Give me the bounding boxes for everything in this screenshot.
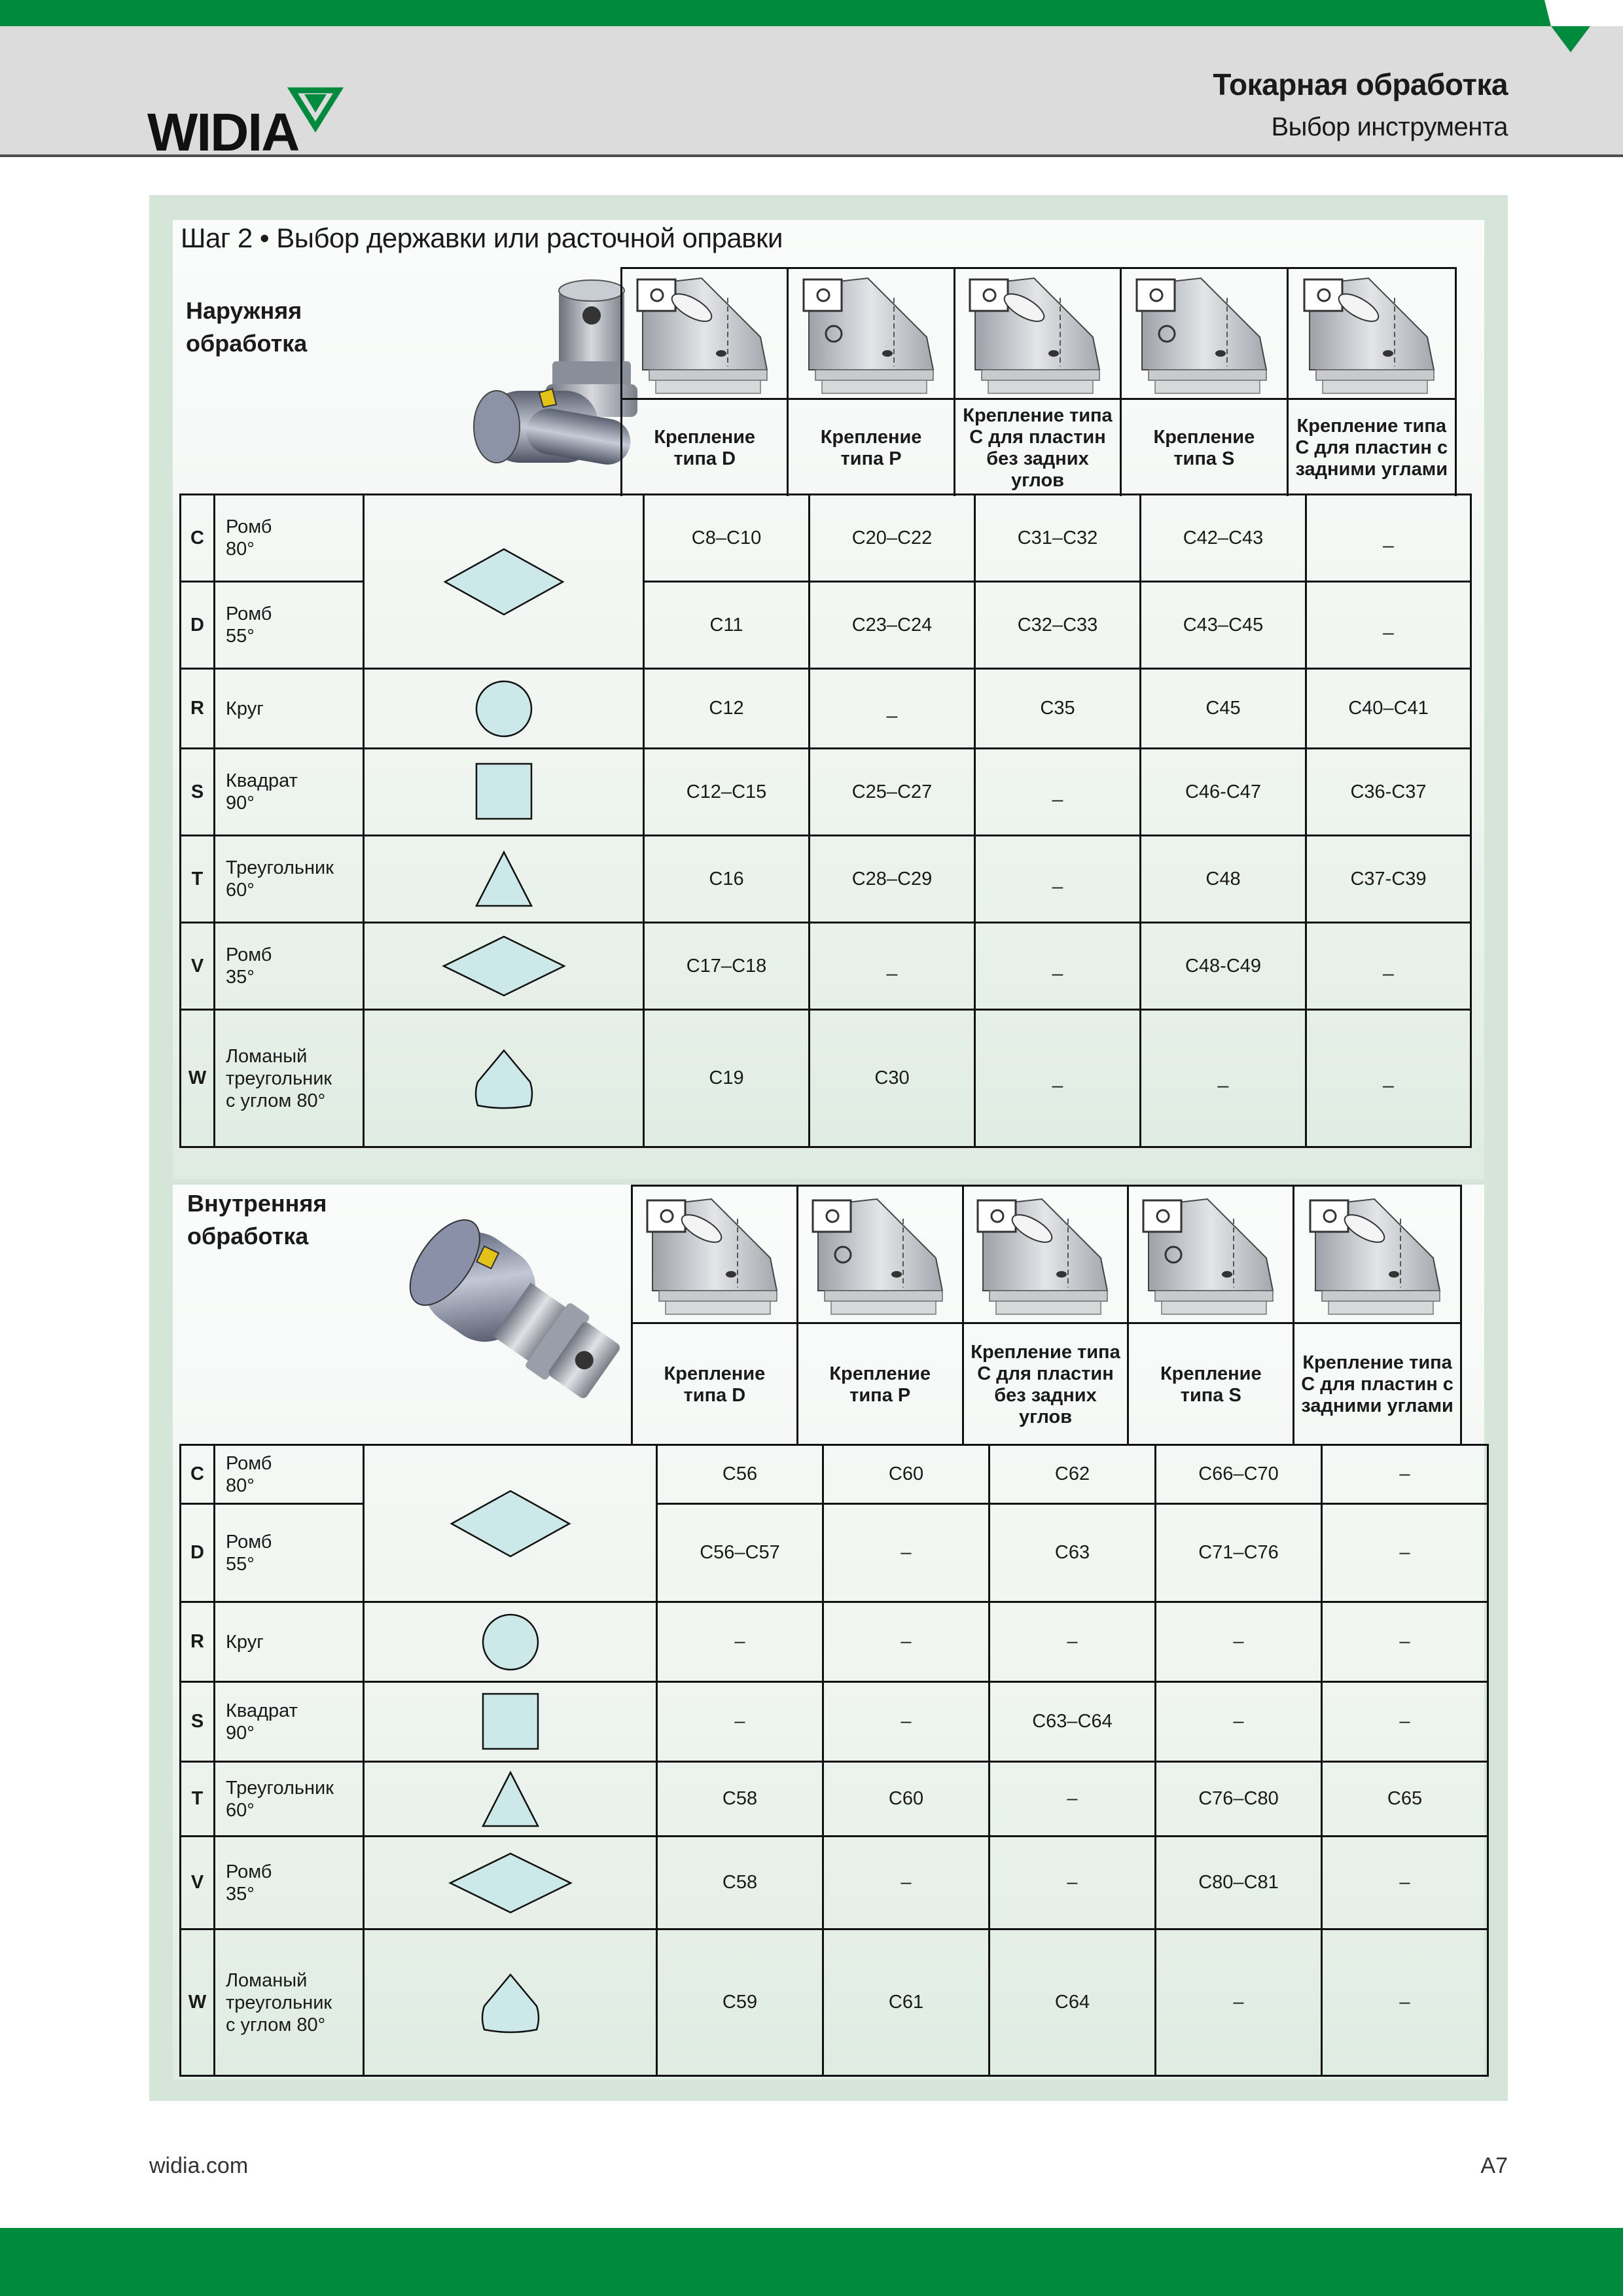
page-ref-cell: –: [990, 1762, 1156, 1837]
bottom-green-bar: [0, 2228, 1623, 2296]
square-shape-icon: [364, 1682, 657, 1762]
page-ref-cell: C71–C76: [1156, 1504, 1322, 1602]
page-ref-cell: C40–C41: [1306, 669, 1471, 749]
holder-column-4: [1122, 269, 1288, 496]
page-ref-cell: –: [823, 1682, 990, 1762]
page-ref-cell: C45: [1141, 669, 1306, 749]
table-row: [181, 1010, 1471, 1147]
circle-shape-icon: [364, 669, 644, 749]
insert-code: D: [181, 1504, 215, 1602]
page-ref-cell: –: [1322, 1929, 1488, 2076]
insert-code: W: [181, 1929, 215, 2076]
circle-shape-icon: [364, 1602, 657, 1682]
page-ref-cell: –: [657, 1682, 823, 1762]
external-label: Наружняя обработка: [186, 297, 308, 357]
triangle-shape-icon: [364, 836, 644, 923]
holder-label: Крепление типа С для пластин с задними углами: [1295, 416, 1448, 480]
rhombus-shape-icon: [364, 1445, 657, 1602]
page-ref-cell: C16: [644, 836, 810, 923]
page-ref-cell: _: [975, 1010, 1141, 1147]
page-ref-cell: –: [823, 1837, 990, 1929]
insert-code: C: [181, 495, 215, 582]
page-ref-cell: C63: [990, 1504, 1156, 1602]
insert-shape-name: Квадрат 90°: [215, 1682, 364, 1762]
page-ref-cell: –: [1322, 1504, 1488, 1602]
page-ref-cell: –: [1156, 1682, 1322, 1762]
page-ref-cell: C11: [644, 582, 810, 669]
page-ref-cell: C42–C43: [1141, 495, 1306, 582]
page-ref-cell: C23–C24: [810, 582, 975, 669]
page-ref-cell: C31–C32: [975, 495, 1141, 582]
page-ref-cell: C63–C64: [990, 1682, 1156, 1762]
page-ref-cell: C20–C22: [810, 495, 975, 582]
top-green-bar: [0, 0, 1623, 26]
page-ref-cell: _: [1141, 1010, 1306, 1147]
page-ref-cell: _: [1306, 582, 1471, 669]
holder-column-3: [955, 269, 1122, 496]
page-ref-cell: C30: [810, 1010, 975, 1147]
page-ref-cell: C60: [823, 1762, 990, 1837]
holder-label: Крепление типа D: [664, 1363, 766, 1406]
page-ref-cell: C66–C70: [1156, 1445, 1322, 1504]
rhombus35-shape-icon: [364, 1837, 657, 1929]
page-ref-cell: C46-C47: [1141, 749, 1306, 836]
insert-shape-name: Ромб 35°: [215, 923, 364, 1010]
page-ref-cell: –: [1322, 1682, 1488, 1762]
page-ref-cell: –: [1156, 1602, 1322, 1682]
holder-label: Крепление типа С для пластин без задних углов: [971, 1341, 1120, 1427]
insert-code: T: [181, 836, 215, 923]
table-row: [181, 495, 1471, 582]
page-ref-cell: _: [810, 923, 975, 1010]
internal-insert-table: [179, 1444, 1489, 2077]
page-ref-cell: C60: [823, 1445, 990, 1504]
page-ref-cell: C58: [657, 1762, 823, 1837]
holder-column-2: [789, 269, 955, 496]
holder-image: [1289, 269, 1455, 400]
rhombus-shape-icon: [364, 495, 644, 669]
table-row: [181, 1445, 1488, 1504]
page-ref-cell: _: [1306, 495, 1471, 582]
page-ref-cell: C58: [657, 1837, 823, 1929]
holder-image: [798, 1187, 962, 1324]
table-row: [181, 749, 1471, 836]
step-title: Шаг 2 • Выбор державки или расточной оправки: [181, 223, 783, 253]
holder-label: Крепление типа S: [1160, 1363, 1262, 1406]
holder-image: [1129, 1187, 1293, 1324]
page-ref-cell: C80–C81: [1156, 1837, 1322, 1929]
holder-column-5: [1294, 1187, 1460, 1445]
page-ref-cell: –: [657, 1602, 823, 1682]
page-ref-cell: –: [1156, 1929, 1322, 2076]
insert-code: S: [181, 1682, 215, 1762]
internal-label: Внутренняя обработка: [187, 1190, 327, 1249]
holder-label: Крепление типа P: [820, 426, 922, 469]
external-section: [173, 220, 1484, 1179]
trigon-shape-icon: [364, 1010, 644, 1147]
page-ref-cell: C43–C45: [1141, 582, 1306, 669]
holder-label: Крепление типа S: [1153, 426, 1255, 469]
page-ref-cell: _: [975, 923, 1141, 1010]
page-ref-cell: –: [823, 1602, 990, 1682]
page-ref-cell: _: [1306, 1010, 1471, 1147]
page-ref-cell: C36-C37: [1306, 749, 1471, 836]
insert-shape-name: Ромб 80°: [215, 495, 364, 582]
insert-shape-name: Ромб 35°: [215, 1837, 364, 1929]
square-shape-icon: [364, 749, 644, 836]
page-ref-cell: –: [990, 1837, 1156, 1929]
page-ref-cell: C48-C49: [1141, 923, 1306, 1010]
page-ref-cell: C17–C18: [644, 923, 810, 1010]
external-insert-table: [179, 493, 1472, 1148]
holder-image: [1122, 269, 1286, 400]
page-ref-cell: C56: [657, 1445, 823, 1504]
holder-column-1: [622, 269, 789, 496]
page-ref-cell: C65: [1322, 1762, 1488, 1837]
page-ref-cell: C64: [990, 1929, 1156, 2076]
page-ref-cell: C12–C15: [644, 749, 810, 836]
holder-column-5: [1289, 269, 1455, 496]
page-ref-cell: C48: [1141, 836, 1306, 923]
page-ref-cell: C37-C39: [1306, 836, 1471, 923]
insert-code: C: [181, 1445, 215, 1504]
holder-image: [633, 1187, 796, 1324]
page-ref-cell: C32–C33: [975, 582, 1141, 669]
external-holders-header: [620, 267, 1457, 496]
holder-label: Крепление типа P: [829, 1363, 931, 1406]
page-ref-cell: C76–C80: [1156, 1762, 1322, 1837]
header-subtitle: Выбор инструмента: [1271, 113, 1508, 141]
holder-image: [964, 1187, 1128, 1324]
page-ref-cell: –: [1322, 1837, 1488, 1929]
insert-shape-name: Квадрат 90°: [215, 749, 364, 836]
holder-column-2: [798, 1187, 964, 1445]
page-ref-cell: C35: [975, 669, 1141, 749]
holder-column-4: [1129, 1187, 1294, 1445]
insert-code: T: [181, 1762, 215, 1837]
insert-code: D: [181, 582, 215, 669]
insert-code: R: [181, 669, 215, 749]
page-ref-cell: _: [975, 749, 1141, 836]
page-ref-cell: C25–C27: [810, 749, 975, 836]
insert-shape-name: Ломаный треугольник с углом 80°: [215, 1929, 364, 2076]
holder-image: [789, 269, 953, 400]
page-ref-cell: –: [823, 1504, 990, 1602]
external-tool-image: [461, 276, 637, 492]
page-ref-cell: C59: [657, 1929, 823, 2076]
footer-url[interactable]: widia.com: [149, 2153, 249, 2178]
holder-image: [622, 269, 787, 400]
holder-column-3: [964, 1187, 1130, 1445]
insert-shape-name: Треугольник 60°: [215, 1762, 364, 1837]
insert-code: V: [181, 923, 215, 1010]
triangle-shape-icon: [364, 1762, 657, 1837]
holder-column-1: [633, 1187, 798, 1445]
insert-code: S: [181, 749, 215, 836]
page-ref-cell: C61: [823, 1929, 990, 2076]
insert-shape-name: Ломаный треугольник с углом 80°: [215, 1010, 364, 1147]
insert-shape-name: Круг: [215, 669, 364, 749]
insert-code: W: [181, 1010, 215, 1147]
page-ref-cell: _: [975, 836, 1141, 923]
page-ref-cell: C28–C29: [810, 836, 975, 923]
insert-code: V: [181, 1837, 215, 1929]
internal-tool-image: [382, 1198, 631, 1414]
insert-shape-name: Круг: [215, 1602, 364, 1682]
trigon-shape-icon: [364, 1929, 657, 2076]
table-row: [181, 1929, 1488, 2076]
page-ref-cell: C12: [644, 669, 810, 749]
page-ref-cell: –: [1322, 1445, 1488, 1504]
insert-shape-name: Ромб 55°: [215, 582, 364, 669]
internal-holders-header: [631, 1185, 1462, 1445]
svg-text:WIDIA: WIDIA: [147, 103, 299, 162]
holder-image: [955, 269, 1120, 400]
insert-shape-name: Треугольник 60°: [215, 836, 364, 923]
table-row: [181, 836, 1471, 923]
widia-logo: [147, 71, 344, 162]
internal-section: [173, 1185, 1484, 2080]
insert-code: R: [181, 1602, 215, 1682]
table-row: [181, 923, 1471, 1010]
header-title: Токарная обработка: [1213, 67, 1508, 101]
rhombus35-shape-icon: [364, 923, 644, 1010]
holder-label: Крепление типа С для пластин без задних углов: [963, 404, 1113, 491]
insert-shape-name: Ромб 55°: [215, 1504, 364, 1602]
table-row: [181, 1762, 1488, 1837]
page-header: [0, 26, 1623, 162]
page-ref-cell: C8–C10: [644, 495, 810, 582]
page-ref-cell: C56–C57: [657, 1504, 823, 1602]
page-ref-cell: C19: [644, 1010, 810, 1147]
holder-label: Крепление типа С для пластин с задними углами: [1301, 1352, 1454, 1416]
page-ref-cell: _: [810, 669, 975, 749]
table-row: [181, 1682, 1488, 1762]
page-ref-cell: –: [990, 1602, 1156, 1682]
holder-label: Крепление типа D: [654, 426, 756, 469]
page-ref-cell: _: [1306, 923, 1471, 1010]
page-ref-cell: –: [1322, 1602, 1488, 1682]
page-ref-cell: C62: [990, 1445, 1156, 1504]
table-row: [181, 1837, 1488, 1929]
holder-image: [1294, 1187, 1460, 1324]
insert-shape-name: Ромб 80°: [215, 1445, 364, 1504]
table-row: [181, 669, 1471, 749]
page-number: A7: [1480, 2153, 1508, 2178]
content-panel: [149, 195, 1508, 2101]
table-row: [181, 1602, 1488, 1682]
corner-mark: [1505, 0, 1623, 59]
